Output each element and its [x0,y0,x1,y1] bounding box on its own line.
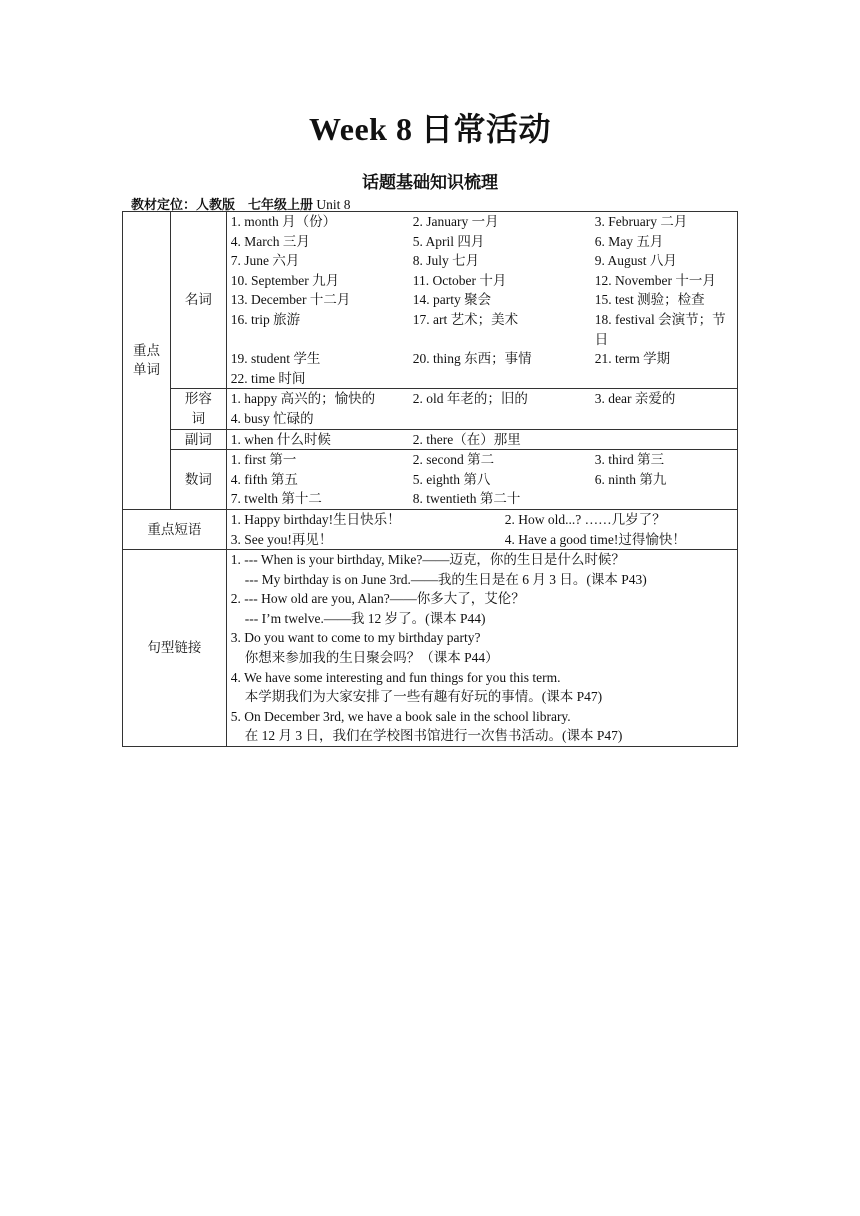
numerals-cell [226,450,737,510]
list-item: 3. dear 亲爱的 [594,391,676,407]
sentence-en: 3. Do you want to come to my birthday party? [230,630,481,646]
list-item: 9. August 八月 [594,253,677,269]
list-item: 4. busy 忙碌的 [230,410,314,426]
list-item: 5. eighth 第八 [412,471,491,487]
knowledge-table [122,211,738,747]
list-item: 5. April 四月 [412,233,485,249]
list-item: 7. twelth 第十二 [230,491,322,507]
textbook-label: 教材定位：人教版 七年级上册 [131,198,314,213]
list-item: 21. term 学期 [594,351,671,367]
list-item: 8. twentieth 第二十 [412,491,521,507]
list-item: 1. when 什么时候 [230,431,331,447]
sentences-category: 句型链接 [123,550,227,747]
list-item: 4. March 三月 [230,233,310,249]
list-item: 4. fifth 第五 [230,471,298,487]
table-row [123,450,738,510]
list-item: 3. February 二月 [594,214,688,229]
sentence-en: 1. --- When is your birthday, Mike?——迈克，你的生日是什么时候？ [230,552,625,568]
list-item: 10. September 九月 [230,272,340,288]
list-item: 1. first 第一 [230,452,297,468]
sentence-zh: 你想来参加我的生日聚会吗？（课本 P44） [244,650,499,666]
table-row [123,212,738,389]
list-item: 2. How old...? ……几岁了？ [504,511,666,527]
words-category: 重点单词 [123,212,171,510]
unit-label: Unit 8 [316,197,351,212]
adverbs-label: 副词 [170,429,226,450]
list-item: 2. second 第二 [412,452,495,468]
list-item: 14. party 聚会 [412,292,492,308]
list-item: 7. June 六月 [230,253,300,269]
list-item: 18. festival 会演节；节日 [594,311,726,347]
list-item: 2. there（在）那里 [412,431,521,447]
sentences-cell [226,550,737,747]
list-item: 16. trip 旅游 [230,311,301,327]
list-item: 17. art 艺术；美术 [412,311,519,327]
list-item: 20. thing 东西；事情 [412,351,532,367]
nouns-cell [226,212,737,389]
sentence-zh: 本学期我们为大家安排了一些有趣有好玩的事情。(课本 P47) [244,689,603,705]
list-item: 1. Happy birthday!生日快乐！ [230,511,401,527]
list-item: 19. student 学生 [230,351,321,367]
adjectives-label: 形容词 [170,389,226,429]
list-item: 2. January 一月 [412,214,499,229]
adjectives-cell [226,389,737,429]
list-item: 1. month 月（份） [230,214,337,229]
sentence-en: 5. On December 3rd, we have a book sale in the school library. [230,708,571,724]
list-item: 12. November 十一月 [594,272,716,288]
list-item: 13. December 十二月 [230,292,351,308]
table-row [123,550,738,747]
adverbs-cell [226,429,737,450]
table-row [123,429,738,450]
sentence-en: 4. We have some interesting and fun things for you this term. [230,669,561,685]
list-item: 3. third 第三 [594,452,665,468]
phrases-cell [226,509,737,549]
table-row [123,389,738,429]
list-item: 6. ninth 第九 [594,471,667,487]
page-title: Week 8 日常活动 [309,111,551,147]
sentence-en: 2. --- How old are you, Alan?——你多大了，艾伦？ [230,591,525,607]
sentence-zh: --- My birthday is on June 3rd.——我的生日是在 6 月 3 日。(课本 P43) [244,571,647,587]
list-item: 3. See you!再见！ [230,531,333,547]
sentence-zh: --- I’m twelve.——我 12 岁了。(课本 P44) [244,610,486,626]
list-item: 6. May 五月 [594,233,664,249]
list-item: 1. happy 高兴的；愉快的 [230,391,376,407]
list-item: 11. October 十月 [412,272,507,288]
list-item: 15. test 测验；检查 [594,292,705,308]
section-subtitle: 话题基础知识梳理 [362,173,498,193]
table-row [123,509,738,549]
numerals-label: 数词 [170,450,226,510]
list-item: 22. time 时间 [230,370,306,386]
phrases-category: 重点短语 [123,509,227,549]
sentence-zh: 在 12 月 3 日，我们在学校图书馆进行一次售书活动。(课本 P47) [244,728,623,744]
nouns-label: 名词 [170,212,226,389]
list-item: 8. July 七月 [412,253,480,269]
list-item: 4. Have a good time!过得愉快！ [504,531,686,547]
list-item: 2. old 年老的；旧的 [412,391,528,407]
